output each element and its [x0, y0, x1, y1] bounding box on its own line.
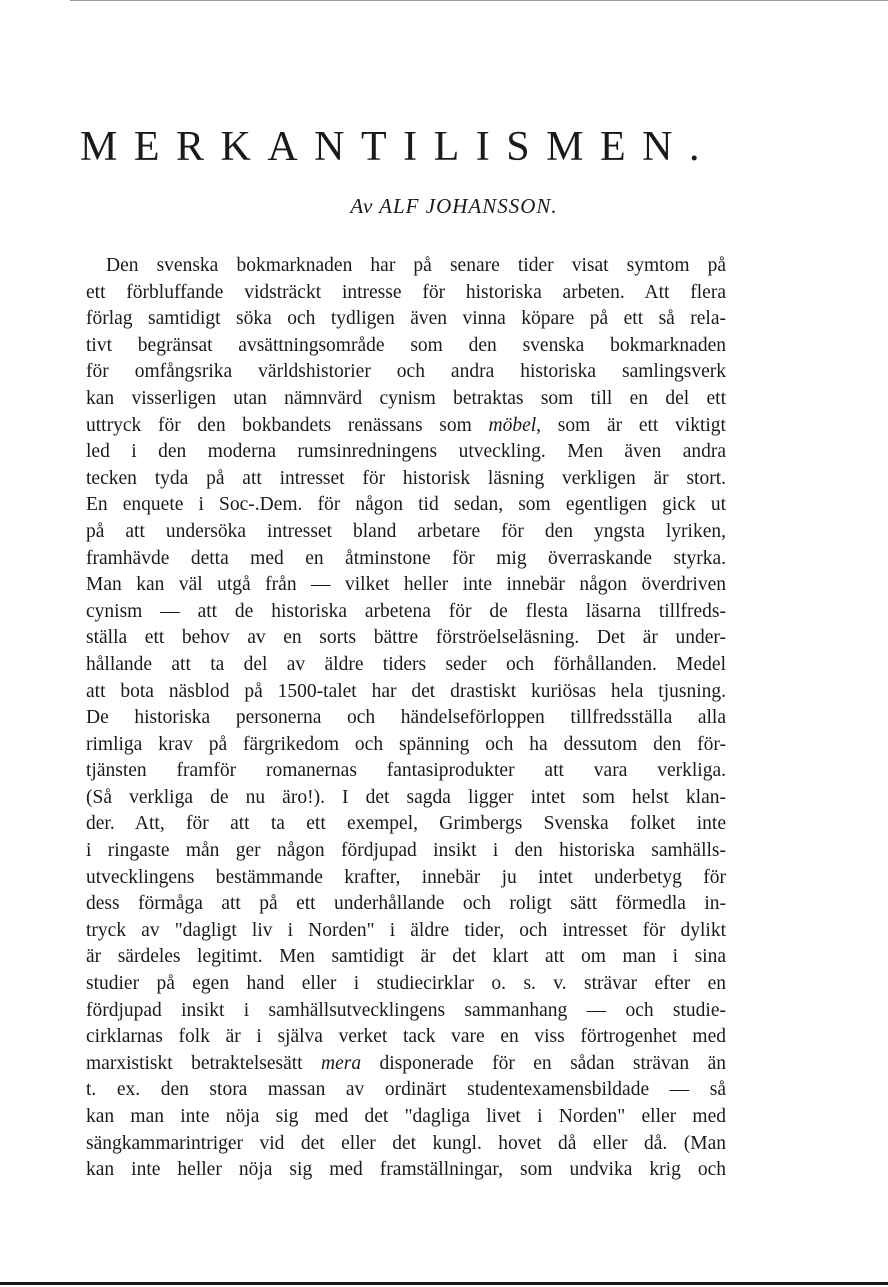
- body-line: sängkammarintriger vid det eller det kungl. hovet då eller då. (Man: [86, 1132, 726, 1154]
- article-byline: Av ALF JOHANSSON.: [350, 194, 558, 218]
- article-title: MERKANTILISMEN.: [80, 124, 716, 170]
- body-line: tryck av "dagligt liv i Norden" i äldre tider, och intresset för dylikt: [86, 919, 726, 941]
- body-line: der. Att, för att ta ett exempel, Grimbergs Svenska folket inte: [86, 813, 726, 835]
- body-line: marxistiskt betraktelsesätt mera disponerade för en sådan strävan än: [86, 1052, 726, 1074]
- body-line: Den svenska bokmarknaden har på senare tider visat symtom på: [106, 255, 726, 276]
- body-line: cirklarnas folk är i själva verket tack vare en viss förtrogenhet med: [86, 1026, 726, 1048]
- body-line: kan inte heller nöja sig med framställningar, som undvika krig och: [86, 1159, 726, 1181]
- body-line: studier på egen hand eller i studiecirklar o. s. v. strävar efter en: [86, 973, 726, 995]
- body-line: hållande att ta del av äldre tiders seder och förhållanden. Medel: [86, 653, 726, 675]
- bottom-edge-rule: [0, 1282, 888, 1285]
- body-line: uttryck för den bokbandets renässans som möbel, som är ett viktigt: [86, 414, 726, 436]
- body-line: tivt begränsat avsättningsområde som den svenska bokmarknaden: [86, 334, 726, 356]
- body-line: förlag samtidigt söka och tydligen även vinna köpare på ett så rela-: [86, 308, 726, 330]
- body-line: att bota näsblod på 1500-talet har det drastiskt kuriösas hela tjusning.: [86, 680, 726, 702]
- body-line: En enquete i Soc-.Dem. för någon tid sedan, som egentligen gick ut: [86, 494, 726, 516]
- body-line: ett förbluffande vidsträckt intresse för historiska arbeten. Att flera: [86, 281, 726, 303]
- body-line: för omfångsrika världshistorier och andra historiska samlingsverk: [86, 361, 726, 383]
- article-body: [86, 253, 726, 1184]
- body-line: ställa ett behov av en sorts bättre förströelseläsning. Det är under-: [86, 627, 726, 649]
- body-line: De historiska personerna och händelseförloppen tillfredsställa alla: [86, 707, 726, 729]
- body-line: på att undersöka intresset bland arbetare för den yngsta lyriken,: [86, 520, 726, 542]
- body-line: kan visserligen utan nämnvärd cynism betraktas som till en del ett: [86, 387, 726, 409]
- body-line: rimliga krav på färgrikedom och spänning och ha dessutom den för-: [86, 733, 726, 755]
- body-line: t. ex. den stora massan av ordinärt studentexamensbildade — så: [86, 1079, 726, 1101]
- body-line: är särdeles legitimt. Men samtidigt är det klart att om man i sina: [86, 946, 726, 968]
- body-line: Man kan väl utgå från — vilket heller inte innebär någon överdriven: [86, 574, 726, 596]
- body-line: fördjupad insikt i samhällsutvecklingens sammanhang — och studie-: [86, 999, 726, 1021]
- top-edge-rule: [70, 0, 888, 1]
- body-line: i ringaste mån ger någon fördjupad insikt i den historiska samhälls-: [86, 840, 726, 862]
- body-line: cynism — att de historiska arbetena för de flesta läsarna tillfreds-: [86, 600, 726, 622]
- body-line: (Så verkliga de nu äro!). I det sagda ligger intet som helst klan-: [86, 786, 726, 808]
- body-line: tecken tyda på att intresset för historisk läsning verkligen är stort.: [86, 467, 726, 489]
- body-line: tjänsten framför romanernas fantasiprodukter att vara verkliga.: [86, 760, 726, 782]
- body-line: dess förmåga att på ett underhållande och roligt sätt förmedla in-: [86, 893, 726, 915]
- body-line: led i den moderna rumsinredningens utveckling. Men även andra: [86, 441, 726, 463]
- body-line: kan man inte nöja sig med det "dagliga livet i Norden" eller med: [86, 1106, 726, 1127]
- body-line: utvecklingens bestämmande krafter, innebär ju intet underbetyg för: [86, 866, 726, 888]
- body-line: framhävde detta med en åtminstone för mig överraskande styrka.: [86, 547, 726, 569]
